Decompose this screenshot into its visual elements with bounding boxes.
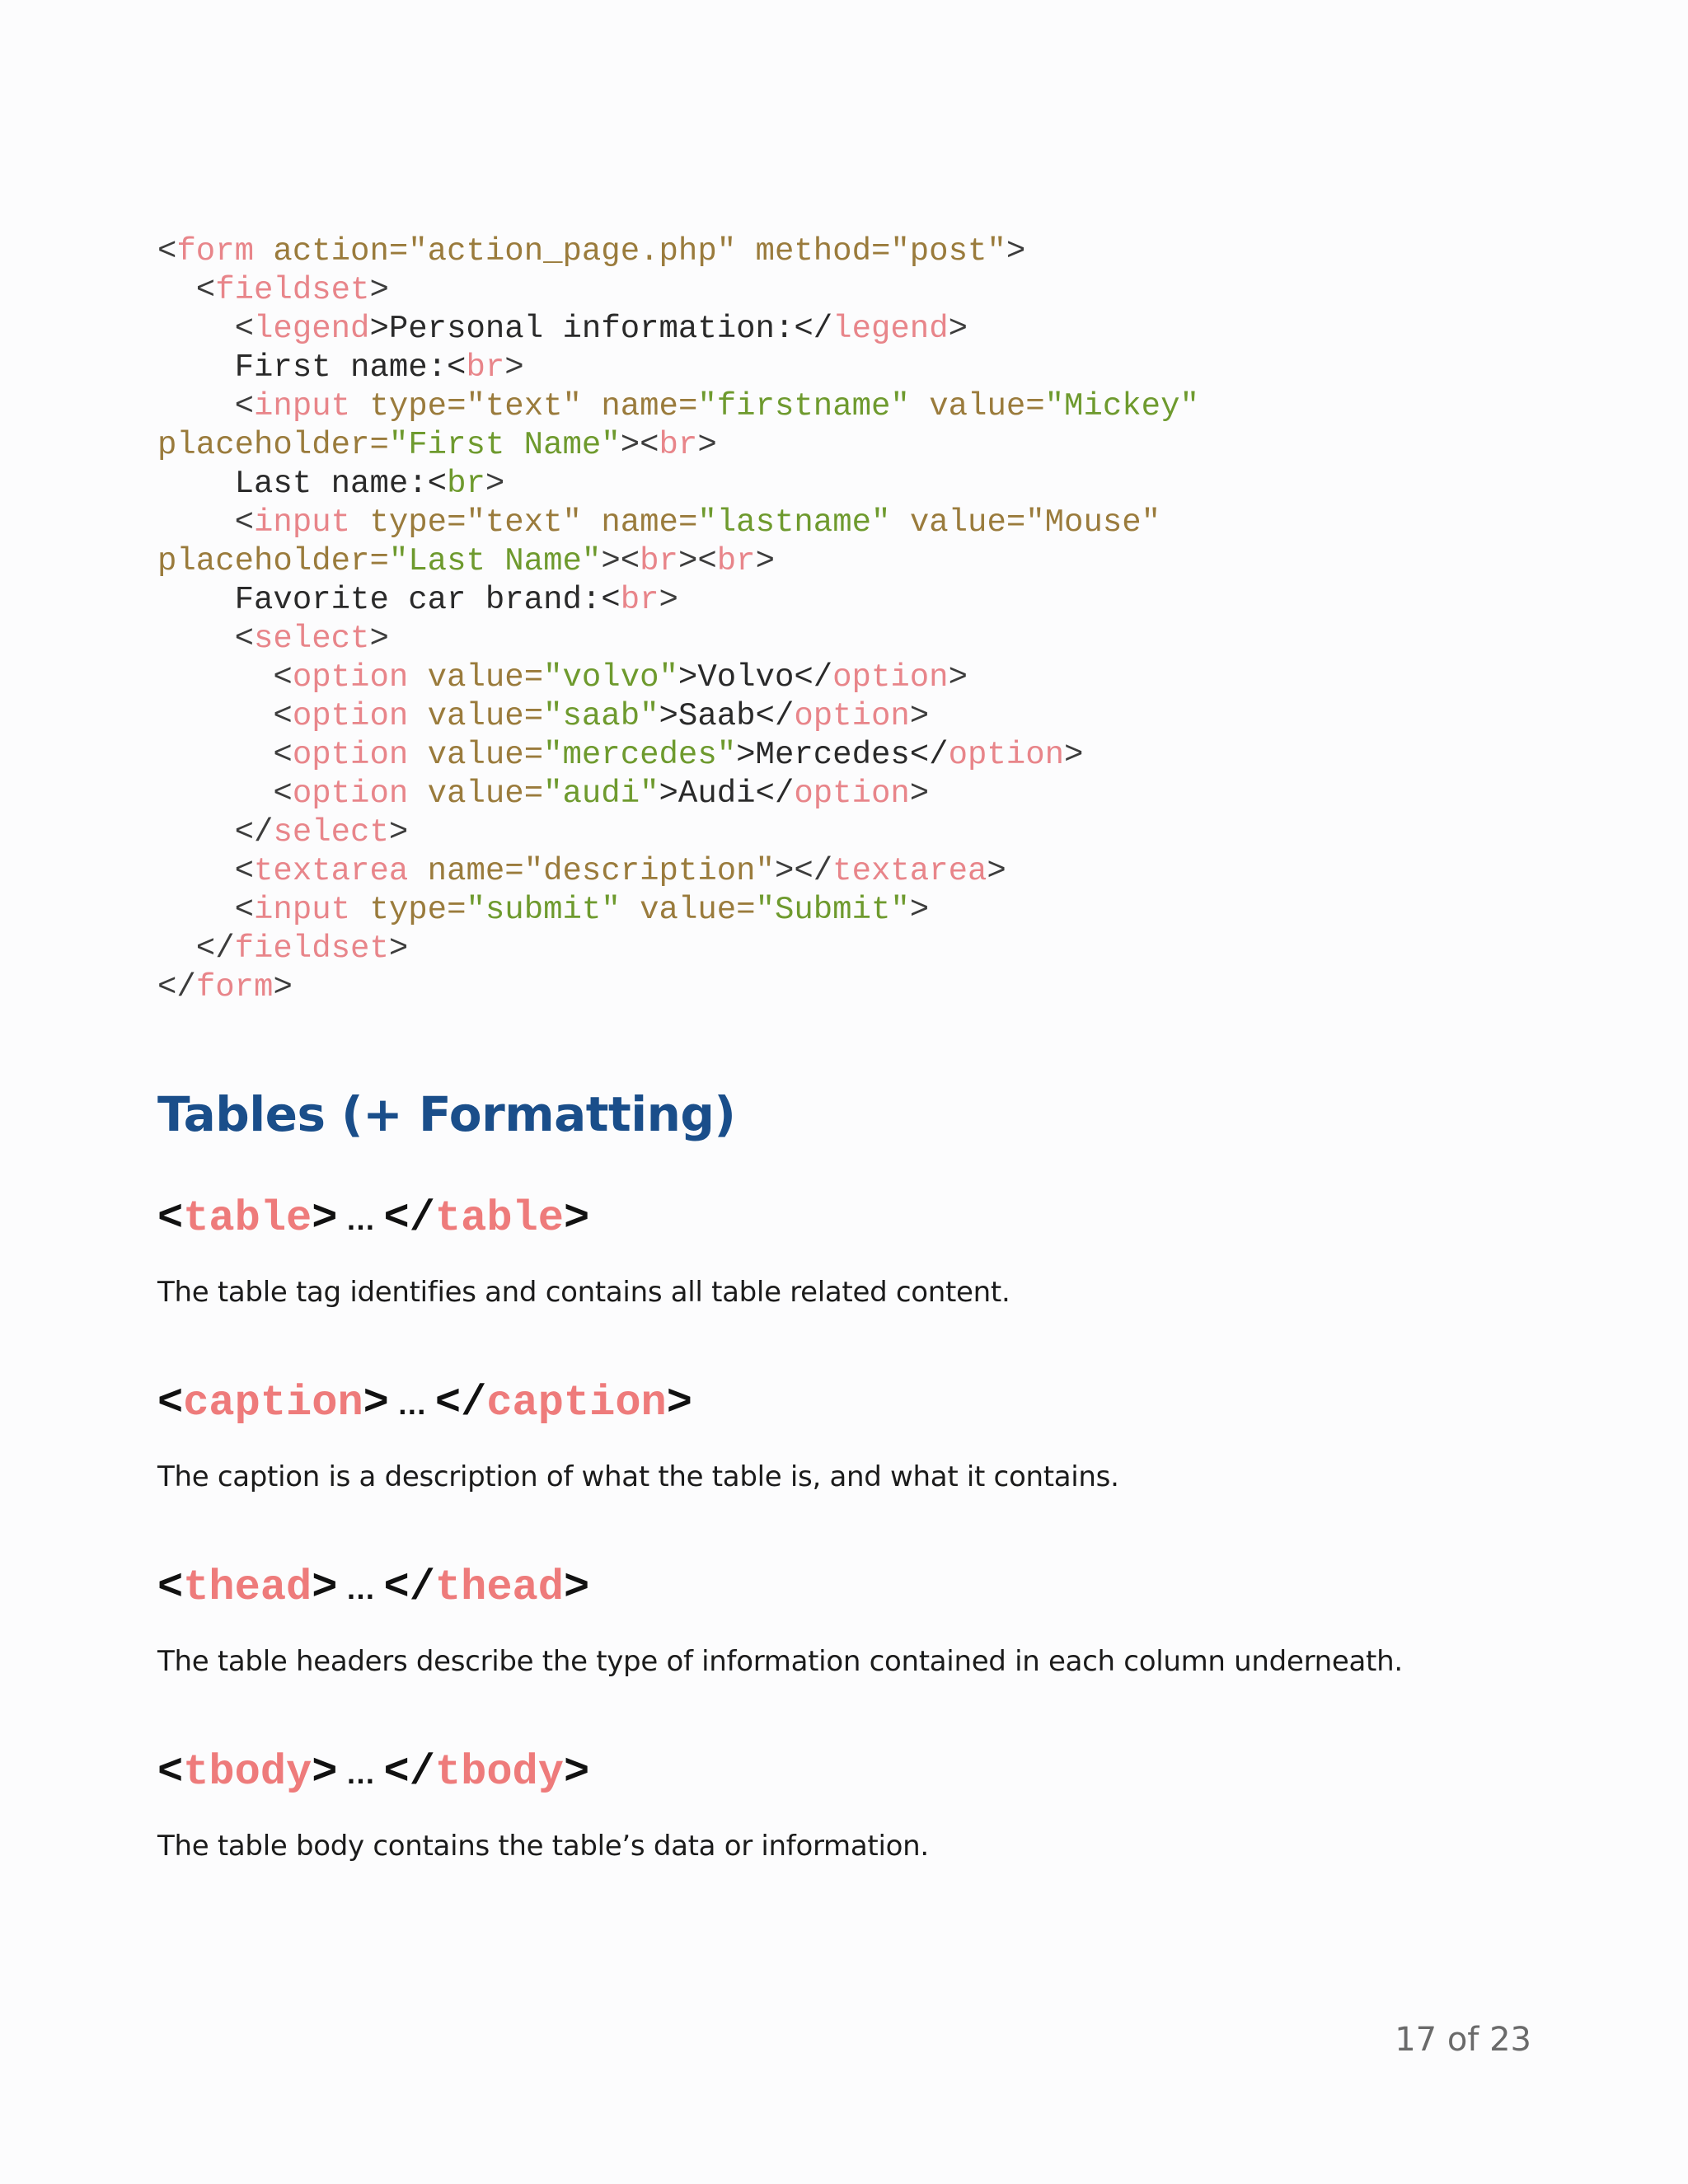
code-line	[157, 310, 1575, 349]
code-token: placeholder=	[157, 427, 389, 463]
code-line	[157, 504, 1575, 542]
code-token: <	[157, 776, 293, 812]
code-line	[157, 620, 1575, 658]
close-bracket: </	[383, 1194, 435, 1243]
tag-name-close: caption	[486, 1379, 667, 1427]
entry-heading	[157, 1193, 1010, 1245]
code-token: >	[388, 814, 409, 851]
page-indicator: 17 of 23	[1395, 2021, 1531, 2059]
entry-description: The table body contains the table’s data or information.	[157, 1830, 929, 1863]
code-line	[157, 852, 1575, 891]
code-token: placeholder=	[157, 543, 389, 579]
code-token: ></	[774, 853, 833, 889]
code-token: >Mercedes</	[736, 737, 949, 773]
code-token: option	[948, 737, 1065, 773]
code-token: >	[755, 543, 775, 579]
code-token: "action_page.php"	[408, 233, 737, 269]
code-token: >Personal information:</	[369, 311, 833, 347]
tag-name-close: thead	[434, 1563, 564, 1612]
code-token: <	[157, 853, 255, 889]
entry-heading	[157, 1747, 929, 1799]
code-token: <	[157, 504, 255, 541]
open-bracket: <	[157, 1748, 184, 1797]
code-token: input	[254, 892, 351, 928]
code-token: value=	[408, 737, 544, 773]
code-token: <	[157, 659, 293, 696]
code-token: br	[620, 582, 659, 618]
code-token: >	[369, 621, 389, 657]
entry-description: The caption is a description of what the table is, and what it contains.	[157, 1460, 1119, 1493]
code-token: >	[948, 311, 968, 347]
code-token: Favorite car brand:<	[157, 582, 621, 618]
code-token: >	[369, 272, 389, 308]
code-token: "Last Name"	[388, 543, 602, 579]
code-token: </	[157, 930, 235, 967]
entry-description: The table tag identifies and contains all table related content.	[157, 1276, 1010, 1309]
code-token: fieldset	[234, 930, 389, 967]
code-token: >Audi</	[659, 776, 795, 812]
open-bracket: <	[157, 1563, 184, 1612]
code-token: "audi"	[543, 776, 659, 812]
code-token: First name:<	[157, 349, 467, 386]
code-token: type=	[350, 504, 467, 541]
code-token: >	[1006, 233, 1026, 269]
close-bracket-end: >	[563, 1563, 590, 1612]
code-token: >	[909, 698, 930, 734]
code-token: name=	[408, 853, 524, 889]
close-bracket: </	[383, 1748, 435, 1797]
code-token: br	[466, 349, 505, 386]
entry-tbody	[157, 1747, 929, 1863]
code-token: >	[659, 582, 678, 618]
code-token: <	[157, 233, 177, 269]
code-line	[157, 349, 1575, 387]
code-token: form	[195, 969, 274, 1005]
code-line	[157, 581, 1575, 620]
open-bracket-end: >	[363, 1379, 389, 1427]
code-line	[157, 775, 1575, 813]
entry-heading	[157, 1563, 1403, 1615]
code-token: "volvo"	[543, 659, 678, 696]
code-token: >	[909, 892, 930, 928]
code-token: <	[157, 388, 255, 424]
tag-name-close: table	[434, 1194, 564, 1243]
close-bracket-end: >	[666, 1379, 692, 1427]
code-token: "submit"	[466, 892, 621, 928]
code-token: value=	[408, 659, 544, 696]
code-token: "post"	[890, 233, 1006, 269]
code-token: type=	[350, 388, 467, 424]
ellipsis: …	[337, 1756, 384, 1790]
code-token: <	[157, 311, 255, 347]
code-token: type=	[350, 892, 467, 928]
code-token: >	[485, 466, 505, 502]
code-line	[157, 813, 1575, 852]
code-token: br	[716, 543, 756, 579]
code-token: name=	[581, 388, 698, 424]
code-token: "Mickey"	[1044, 388, 1199, 424]
code-token: br	[447, 466, 485, 502]
code-token: "Submit"	[755, 892, 910, 928]
code-token: br	[640, 543, 678, 579]
close-bracket-end: >	[563, 1748, 590, 1797]
tag-name: thead	[183, 1563, 312, 1612]
code-line	[157, 426, 1575, 465]
code-token: input	[254, 388, 351, 424]
code-token: ><	[620, 427, 659, 463]
code-line	[157, 658, 1575, 697]
code-token: "mercedes"	[543, 737, 737, 773]
ellipsis: …	[337, 1572, 384, 1605]
tag-name-close: tbody	[434, 1748, 564, 1797]
code-token: value=	[408, 698, 544, 734]
code-token: Last name:<	[157, 466, 448, 502]
open-bracket-end: >	[312, 1563, 338, 1612]
code-token: value=	[909, 388, 1045, 424]
code-token: value=	[408, 776, 544, 812]
code-token: >Saab</	[659, 698, 795, 734]
code-token: >	[948, 659, 968, 696]
code-token: br	[659, 427, 698, 463]
code-token: select	[254, 621, 370, 657]
close-bracket-end: >	[563, 1194, 590, 1243]
code-line	[157, 930, 1575, 968]
tag-name: table	[183, 1194, 312, 1243]
code-token: value=	[620, 892, 756, 928]
code-token: >	[697, 427, 717, 463]
code-token: "firstname"	[697, 388, 910, 424]
entry-caption	[157, 1378, 1119, 1494]
code-token: action=	[254, 233, 409, 269]
code-token: ><	[601, 543, 640, 579]
open-bracket-end: >	[312, 1748, 338, 1797]
open-bracket: <	[157, 1194, 184, 1243]
code-token: <	[157, 892, 255, 928]
code-token: legend	[832, 311, 949, 347]
code-line	[157, 697, 1575, 736]
code-token: option	[794, 698, 910, 734]
code-token: method=	[736, 233, 891, 269]
code-token: "First Name"	[388, 427, 621, 463]
code-token: >	[273, 969, 293, 1005]
code-token: </	[157, 969, 196, 1005]
code-token: >Volvo</	[678, 659, 833, 696]
code-line	[157, 968, 1575, 1007]
code-line	[157, 542, 1575, 581]
code-line	[157, 736, 1575, 775]
code-token: "description"	[523, 853, 775, 889]
ellipsis: …	[337, 1202, 384, 1236]
code-token: name=	[581, 504, 698, 541]
code-token: >	[987, 853, 1006, 889]
code-token: "lastname"	[697, 504, 891, 541]
code-token: ><	[678, 543, 717, 579]
close-bracket: </	[383, 1563, 435, 1612]
entry-thead	[157, 1563, 1403, 1679]
section-title: Tables (+ Formatting)	[157, 1086, 736, 1142]
entry-description: The table headers describe the type of information contained in each column underneath.	[157, 1645, 1403, 1678]
code-token: fieldset	[215, 272, 370, 308]
code-token: </	[157, 814, 274, 851]
code-token: >	[504, 349, 524, 386]
code-token: textarea	[254, 853, 409, 889]
code-line	[157, 465, 1575, 504]
code-token: <	[157, 621, 255, 657]
code-token: value=	[890, 504, 1026, 541]
code-token: option	[292, 698, 409, 734]
code-token: "Mouse"	[1025, 504, 1161, 541]
code-token: "text"	[466, 504, 582, 541]
code-token: textarea	[832, 853, 987, 889]
code-token: form	[176, 233, 255, 269]
open-bracket: <	[157, 1379, 184, 1427]
code-token: legend	[254, 311, 370, 347]
code-token: <	[157, 698, 293, 734]
tag-name: caption	[183, 1379, 363, 1427]
close-bracket: </	[434, 1379, 487, 1427]
tag-name: tbody	[183, 1748, 312, 1797]
code-block	[157, 232, 1575, 1007]
code-token: >	[909, 776, 930, 812]
code-token: select	[273, 814, 389, 851]
code-token: >	[1064, 737, 1084, 773]
entry-heading	[157, 1378, 1119, 1430]
code-token: <	[157, 737, 293, 773]
code-token: "text"	[466, 388, 582, 424]
ellipsis: …	[388, 1387, 435, 1421]
code-token: option	[292, 776, 409, 812]
code-token: option	[794, 776, 910, 812]
code-line	[157, 891, 1575, 930]
code-token: option	[292, 737, 409, 773]
code-token: >	[388, 930, 409, 967]
code-token: option	[292, 659, 409, 696]
code-line	[157, 232, 1575, 271]
code-token: <	[157, 272, 216, 308]
code-line	[157, 387, 1575, 426]
entry-table	[157, 1193, 1010, 1310]
code-token: option	[832, 659, 949, 696]
code-token: "saab"	[543, 698, 659, 734]
code-token: input	[254, 504, 351, 541]
open-bracket-end: >	[312, 1194, 338, 1243]
code-line	[157, 271, 1575, 310]
